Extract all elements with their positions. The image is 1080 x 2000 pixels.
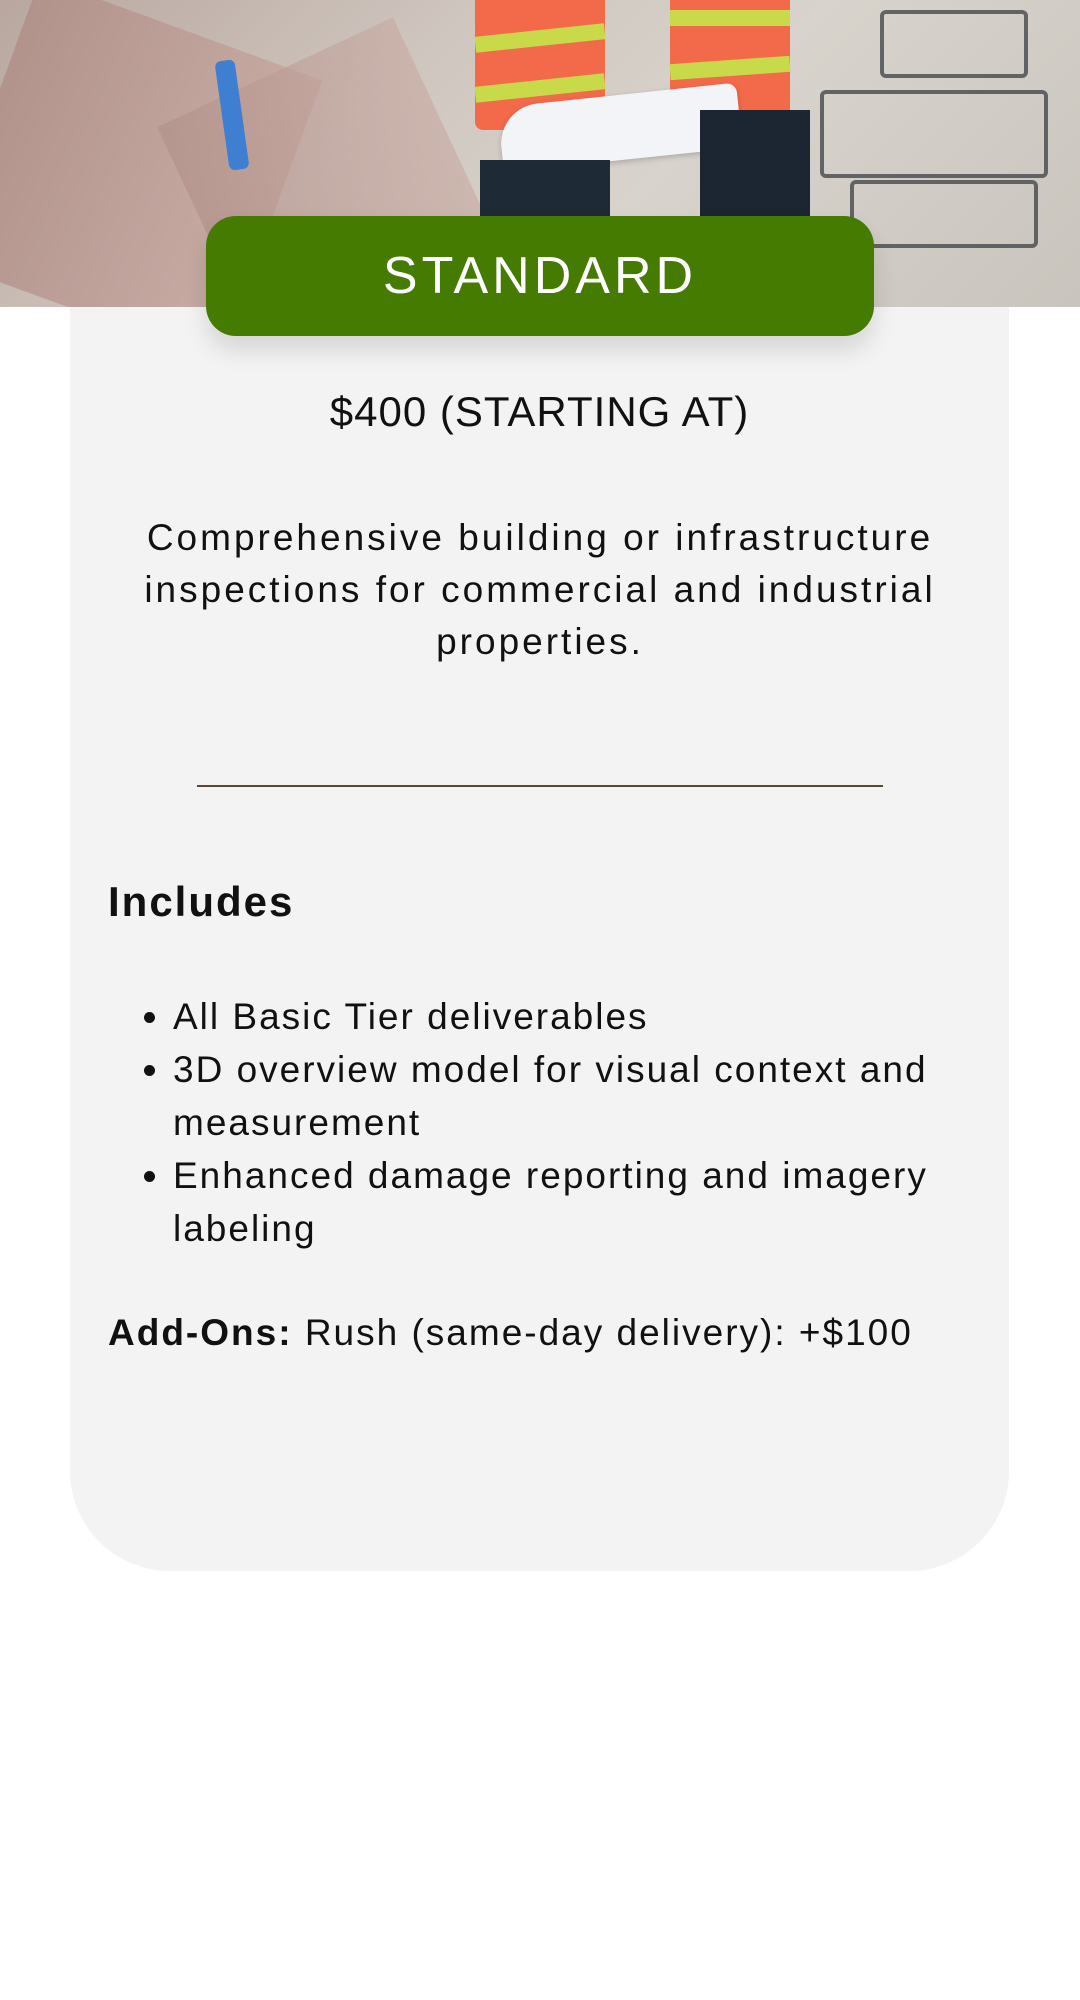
addons-text: Rush (same-day delivery): +$100 xyxy=(304,1312,913,1353)
pricing-card xyxy=(70,307,1009,1571)
addons-line xyxy=(108,1308,1008,1358)
includes-item: • Enhanced damage reporting and imagery labeling xyxy=(173,1149,988,1255)
addons-label: Add-Ons: xyxy=(108,1312,293,1353)
divider xyxy=(197,785,883,787)
includes-item: • All Basic Tier deliverables xyxy=(173,990,988,1043)
includes-item: • 3D overview model for visual context and measurement xyxy=(173,1043,988,1149)
tier-name-button[interactable]: STANDARD xyxy=(206,216,874,336)
tier-description: Comprehensive building or infrastructure inspections for commercial and industrial properties. xyxy=(144,517,936,662)
tier-price: $400 (STARTING AT) xyxy=(329,388,750,435)
includes-list xyxy=(108,990,988,1255)
includes-heading: Includes xyxy=(108,878,295,925)
